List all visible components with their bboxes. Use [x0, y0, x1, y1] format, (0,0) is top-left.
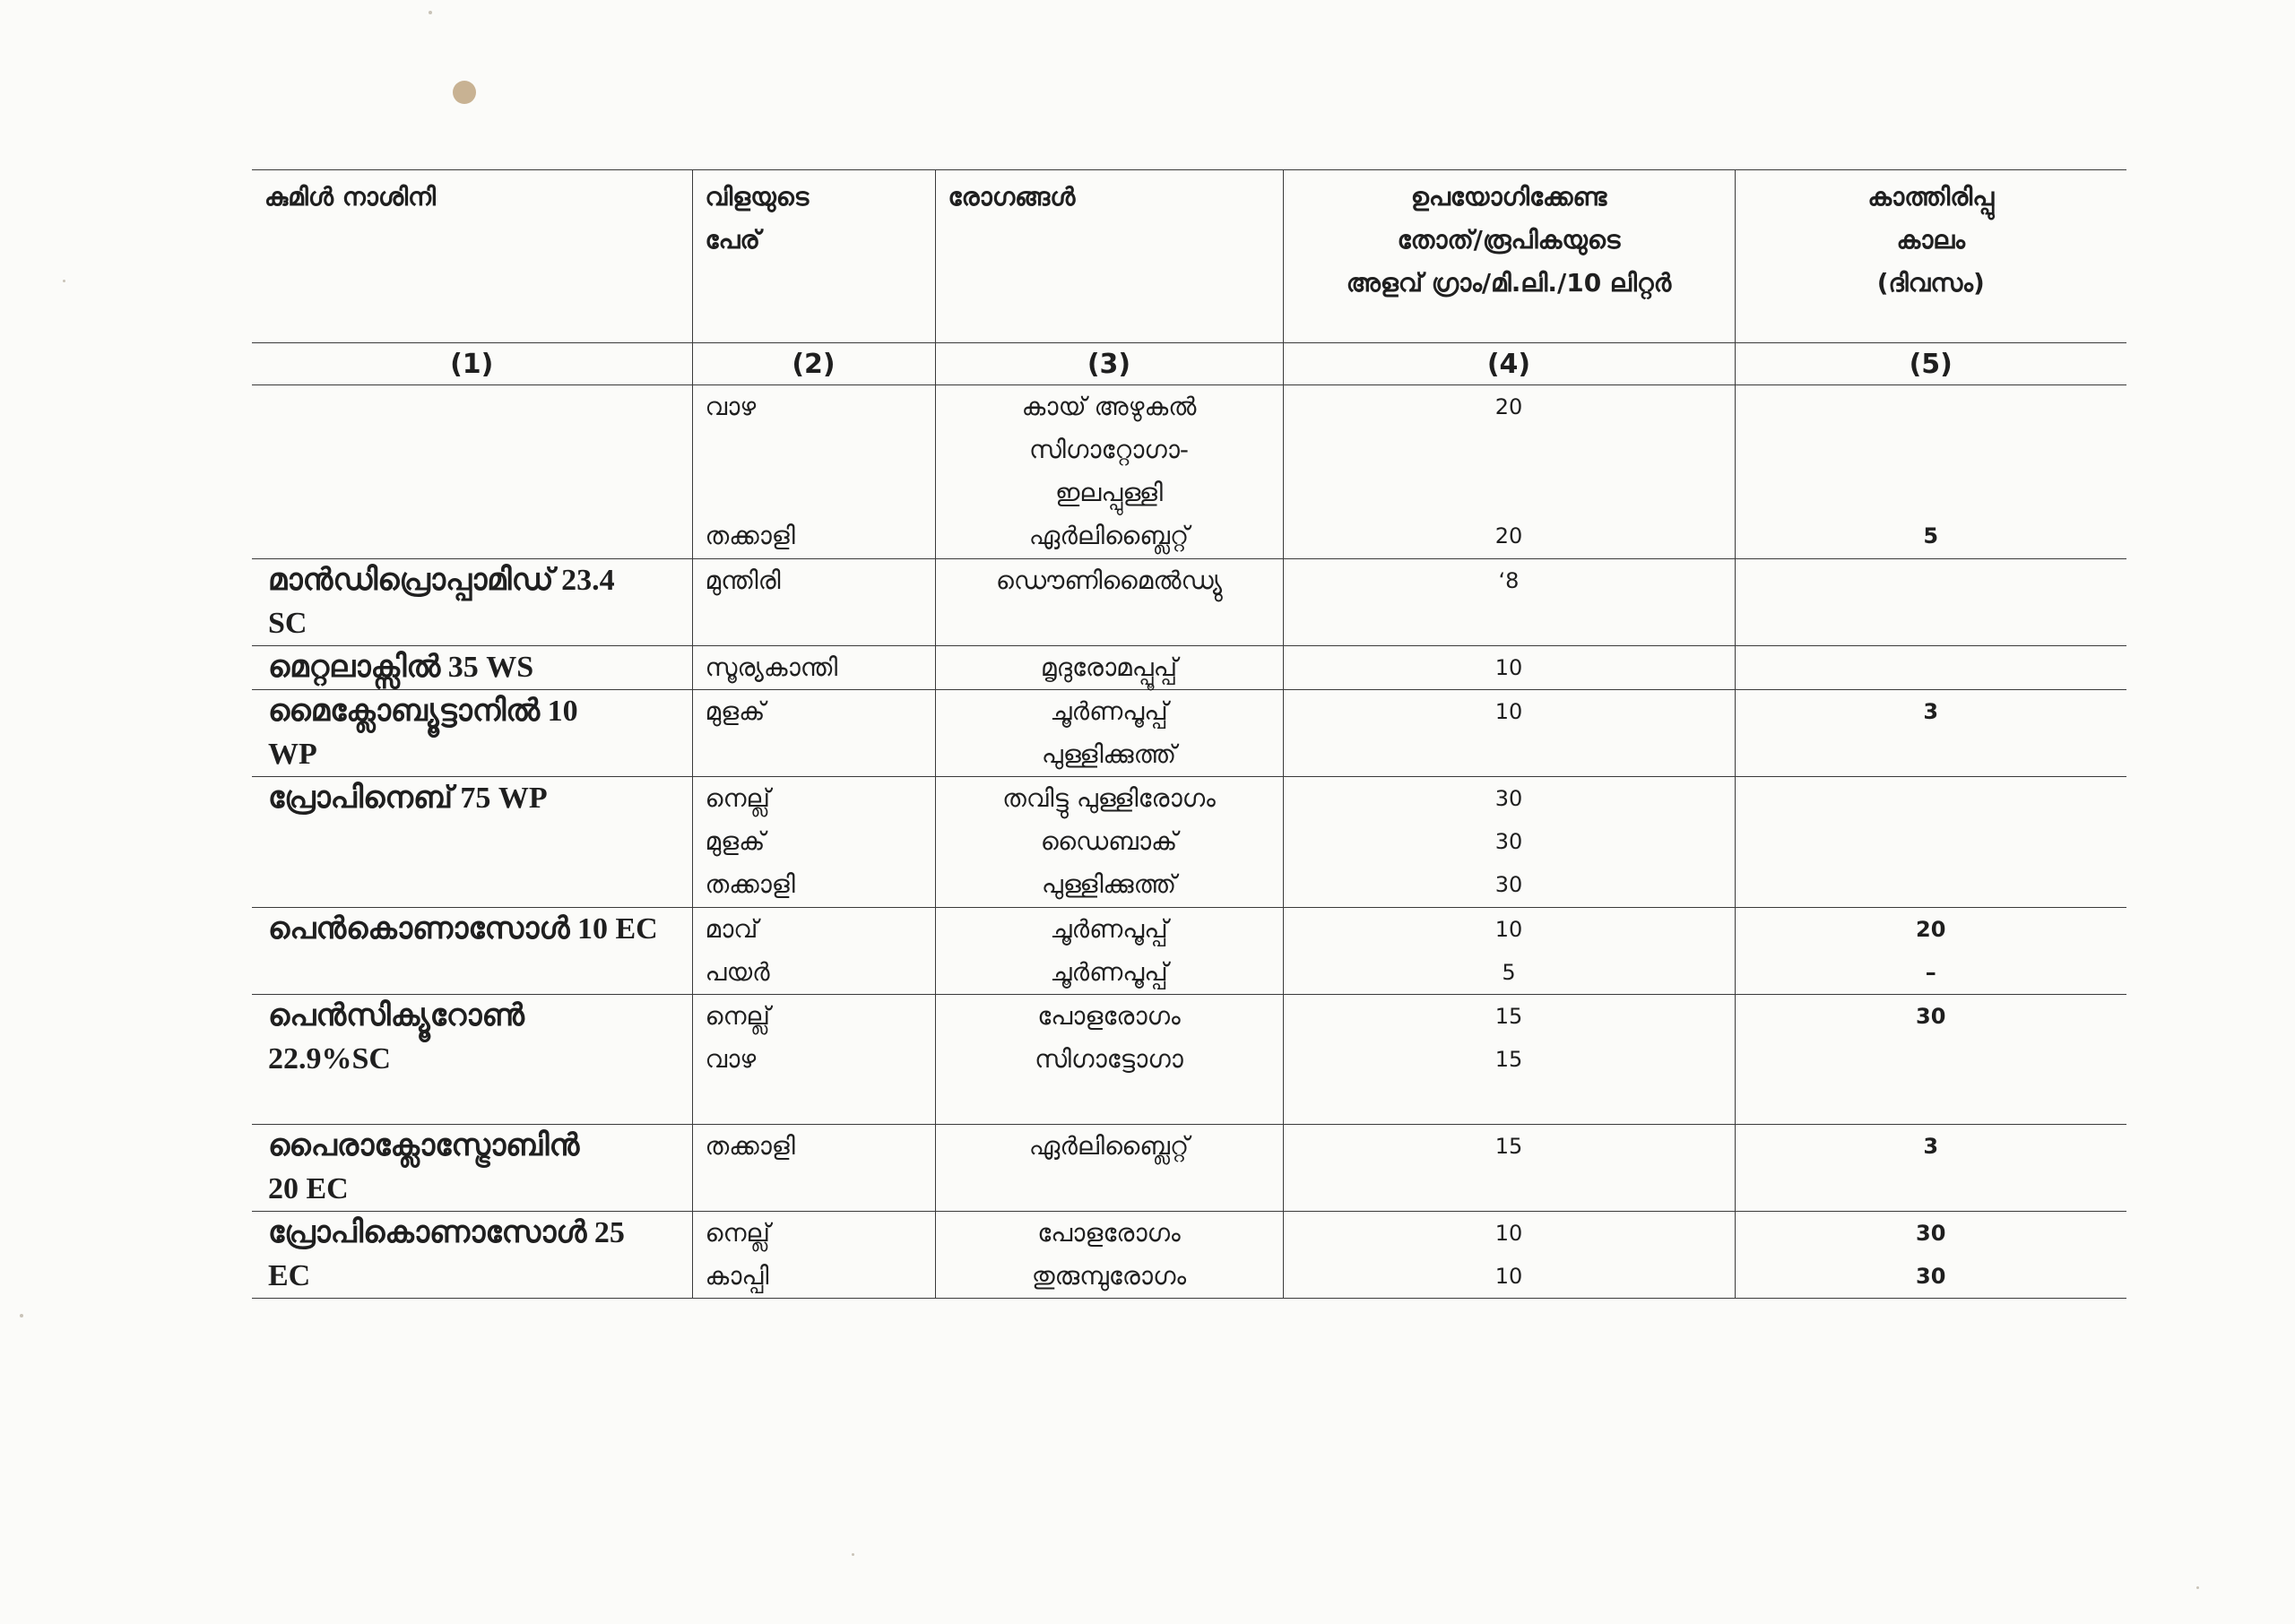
scan-speck	[852, 1553, 854, 1556]
disease-name: പോളരോഗം	[1037, 1218, 1181, 1248]
dose-cell	[1283, 690, 1735, 777]
fungicide-table	[252, 169, 2126, 1299]
waiting-days: 30	[1916, 1264, 1946, 1289]
crop-cell	[692, 1212, 935, 1299]
dose-value: 20	[1494, 523, 1523, 549]
fungicide-name: പൈരാക്ലോസ്ട്രോബിൻ	[268, 1129, 580, 1162]
crop-name: വാഴ	[705, 1044, 757, 1074]
header-dose	[1283, 170, 1735, 343]
crop-name: മാവ്	[705, 914, 758, 944]
dose-value: 10	[1494, 917, 1523, 942]
header-text-line: കാത്തിരിപ്പു	[1867, 182, 1995, 212]
disease-cell	[935, 995, 1283, 1125]
column-number: (1)	[252, 343, 692, 385]
header-fungicide	[252, 170, 692, 343]
waiting-days: 3	[1923, 1134, 1939, 1159]
waiting-days	[1736, 385, 2127, 428]
fungicide-cell	[252, 559, 692, 646]
dose-value: 30	[1494, 829, 1523, 854]
dose-value: 20	[1494, 394, 1523, 419]
crop-name: മുളക്	[705, 826, 766, 856]
disease-name: സിഗാട്ടോഗാ	[1035, 1044, 1183, 1074]
waiting-period-cell	[1735, 690, 2126, 777]
dose-value: 5	[1502, 960, 1516, 985]
disease-name: ഡൈബാക്	[1040, 826, 1178, 856]
dose-value	[1284, 428, 1735, 471]
fungicide-cell	[252, 690, 692, 777]
disease-name: തുരുമ്പുരോഗം	[1031, 1261, 1187, 1291]
disease-name: ചൂർണപൂപ്പ്	[1050, 957, 1168, 987]
header-waiting-period	[1735, 170, 2126, 343]
column-number-row	[252, 343, 2126, 385]
waiting-days: 20	[1916, 917, 1946, 942]
disease-name: കായ് അഴുകൽ	[1021, 392, 1197, 421]
crop-cell	[692, 777, 935, 908]
fungicide-name: 22.9%SC	[268, 1042, 391, 1075]
waiting-days: 30	[1916, 1004, 1946, 1029]
dose-cell	[1283, 1212, 1735, 1299]
table-row	[252, 777, 2126, 908]
disease-name: പോളരോഗം	[1037, 1001, 1181, 1031]
disease-cell	[935, 646, 1283, 690]
dose-cell	[1283, 646, 1735, 690]
crop-name	[693, 471, 935, 514]
dose-value: 10	[1494, 1264, 1523, 1289]
waiting-days: –	[1925, 960, 1936, 985]
disease-cell	[935, 559, 1283, 646]
header-crop-name	[692, 170, 935, 343]
crop-name: തക്കാളി	[705, 1131, 795, 1161]
table-row	[252, 385, 2126, 559]
disease-cell	[935, 908, 1283, 995]
header-diseases	[935, 170, 1283, 343]
disease-name: ഏർലിബ്ലൈറ്റ്	[1028, 521, 1190, 550]
crop-name: പയർ	[705, 957, 770, 987]
disease-name: പുള്ളിക്കുത്ത്	[1041, 739, 1177, 769]
fungicide-name: WP	[268, 738, 317, 771]
disease-cell	[935, 385, 1283, 559]
dose-value: 30	[1494, 786, 1523, 811]
crop-name: തക്കാളി	[705, 869, 795, 899]
table-row	[252, 690, 2126, 777]
crop-name: സൂര്യകാന്തി	[705, 652, 838, 682]
scan-speck	[63, 280, 65, 282]
dose-cell	[1283, 777, 1735, 908]
disease-name: ചൂർണപൂപ്പ്	[1050, 696, 1168, 726]
crop-name: വാഴ	[705, 392, 757, 421]
fungicide-name: മാൻഡിപ്രൊപ്പാമിഡ് 23.4	[268, 564, 615, 597]
header-text-line: കാലം	[1896, 225, 1966, 255]
header-text-line: അളവ് ഗ്രാം/മി.ലി./10 ലിറ്റർ	[1346, 268, 1672, 298]
header-text-line: തോത്/രൂപികയുടെ	[1397, 225, 1621, 255]
header-row	[252, 170, 2126, 343]
waiting-period-cell	[1735, 908, 2126, 995]
crop-cell	[692, 559, 935, 646]
crop-name: നെല്ല്	[705, 1001, 770, 1031]
dose-cell	[1283, 1125, 1735, 1212]
dose-value: 15	[1494, 1047, 1523, 1072]
waiting-period-cell	[1735, 559, 2126, 646]
crop-cell	[692, 690, 935, 777]
dose-cell	[1283, 559, 1735, 646]
column-number: (2)	[692, 343, 935, 385]
disease-cell	[935, 1125, 1283, 1212]
disease-cell	[935, 690, 1283, 777]
scan-speck	[20, 1314, 23, 1317]
disease-name: ഇലപ്പുള്ളി	[1054, 478, 1164, 507]
dose-value: 10	[1494, 655, 1523, 680]
fungicide-name: പ്രോപികൊണാസോൾ 25	[268, 1216, 625, 1249]
fungicide-name: 20 EC	[268, 1172, 349, 1205]
fungicide-name: പെൻസിക്യൂറോൺ	[268, 999, 525, 1032]
dose-value: ‘8	[1498, 568, 1520, 593]
disease-name: ഏർലിബ്ലൈറ്റ്	[1028, 1131, 1190, 1161]
fungicide-name: മൈക്ലോബ്യൂട്ടാനിൽ 10	[268, 695, 578, 728]
column-number: (3)	[935, 343, 1283, 385]
table-row	[252, 908, 2126, 995]
fungicide-name: SC	[268, 607, 307, 640]
waiting-days	[1736, 471, 2127, 514]
fungicide-cell	[252, 646, 692, 690]
dose-value: 10	[1494, 699, 1523, 724]
fungicide-cell	[252, 1212, 692, 1299]
table-row	[252, 995, 2126, 1125]
waiting-period-cell	[1735, 1125, 2126, 1212]
waiting-period-cell	[1735, 385, 2126, 559]
crop-cell	[692, 995, 935, 1125]
crop-cell	[692, 385, 935, 559]
dose-value	[1284, 471, 1735, 514]
dose-cell	[1283, 908, 1735, 995]
header-text-line: പേര്	[705, 225, 760, 255]
disease-name: സിഗാറ്റോഗാ-	[1028, 435, 1190, 464]
crop-cell	[692, 646, 935, 690]
fungicide-name: മെറ്റലാക്സിൽ 35 WS	[268, 651, 534, 684]
waiting-period-cell	[1735, 777, 2126, 908]
fungicide-cell	[252, 1125, 692, 1212]
header-text-line: ഉപയോഗിക്കേണ്ട	[1410, 182, 1607, 212]
disease-cell	[935, 777, 1283, 908]
scan-speck	[429, 11, 432, 14]
disease-name: തവിട്ടു പുള്ളിരോഗം	[1002, 783, 1216, 813]
table-row	[252, 1212, 2126, 1299]
table-row	[252, 646, 2126, 690]
scan-speck	[2196, 1586, 2199, 1589]
crop-name: നെല്ല്	[705, 783, 770, 813]
disease-name: മൃദുരോമപ്പൂപ്പ്	[1040, 652, 1178, 682]
header-text-line: (ദിവസം)	[1876, 268, 1985, 298]
waiting-days: 3	[1923, 699, 1939, 724]
header-text-line: വിളയുടെ	[705, 182, 810, 212]
disease-name: ഡൌണിമൈൽഡ്യു	[995, 566, 1223, 595]
disease-name: പുള്ളിക്കുത്ത്	[1041, 869, 1177, 899]
dose-value: 15	[1494, 1134, 1523, 1159]
column-number: (5)	[1735, 343, 2126, 385]
crop-name	[693, 428, 935, 471]
dose-value: 10	[1494, 1221, 1523, 1246]
header-text-line: കുമിൾ നാശിനി	[264, 182, 436, 212]
scan-stain	[453, 81, 476, 104]
dose-value: 30	[1494, 872, 1523, 897]
disease-cell	[935, 1212, 1283, 1299]
waiting-period-cell	[1735, 646, 2126, 690]
fungicide-cell	[252, 995, 692, 1125]
fungicide-cell	[252, 777, 692, 908]
table-row	[252, 1125, 2126, 1212]
fungicide-cell	[252, 385, 692, 559]
header-text-line: രോഗങ്ങൾ	[948, 182, 1076, 212]
waiting-period-cell	[1735, 1212, 2126, 1299]
crop-name: മുളക്	[705, 696, 766, 726]
fungicide-name: EC	[268, 1259, 311, 1292]
dose-cell	[1283, 385, 1735, 559]
crop-name: കാപ്പി	[705, 1261, 769, 1291]
fungicide-cell	[252, 908, 692, 995]
fungicide-name: പെൻകൊണാസോൾ 10 EC	[268, 912, 658, 946]
crop-cell	[692, 908, 935, 995]
crop-name: നെല്ല്	[705, 1218, 770, 1248]
waiting-days: 30	[1916, 1221, 1946, 1246]
waiting-days: 5	[1923, 523, 1939, 549]
fungicide-name: പ്രോപിനെബ് 75 WP	[268, 782, 548, 815]
dose-cell	[1283, 995, 1735, 1125]
dose-value: 15	[1494, 1004, 1523, 1029]
column-number: (4)	[1283, 343, 1735, 385]
crop-name: മുന്തിരി	[705, 566, 781, 595]
disease-name: ചൂർണപൂപ്പ്	[1050, 914, 1168, 944]
crop-name: തക്കാളി	[705, 521, 795, 550]
waiting-days	[1736, 428, 2127, 471]
crop-cell	[692, 1125, 935, 1212]
table-row	[252, 559, 2126, 646]
waiting-period-cell	[1735, 995, 2126, 1125]
